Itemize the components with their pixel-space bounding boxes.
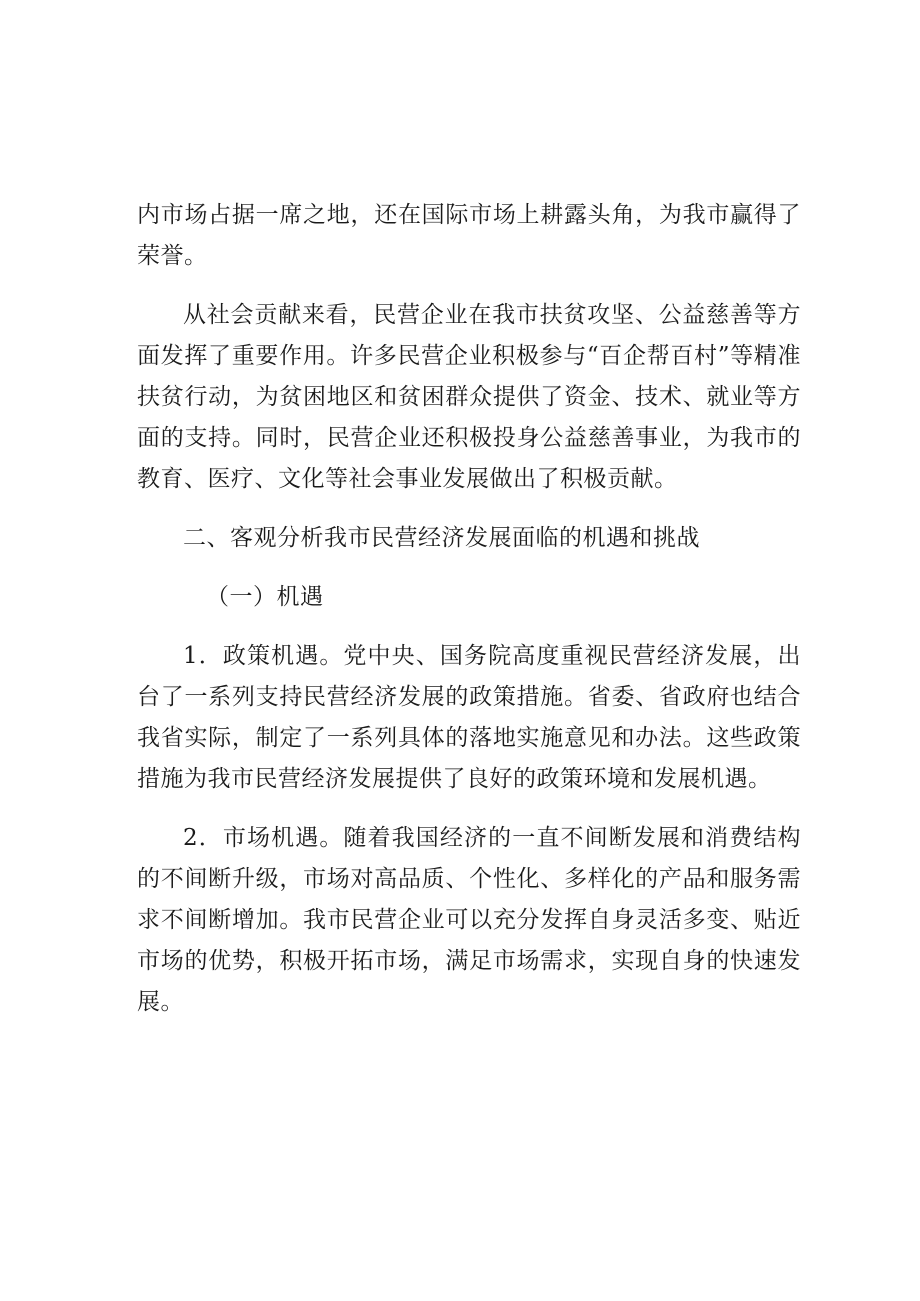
section-heading-2: 二、客观分析我市民营经济发展面临的机遇和挑战 <box>183 525 700 551</box>
document-body <box>137 195 801 1041</box>
subsection-heading-opportunities: （一）机遇 <box>206 584 324 610</box>
paragraph-social-contribution: 从社会贡献来看，民营企业在我市扶贫攻坚、公益慈善等方面发挥了重要作用。许多民营企业积极参与“百企帮百村”等精准扶贫行动，为贫困地区和贫困群众提供了资金、技术、就业等方面的支持。同时，民营企业还积极投身公益慈善事业，为我市的教育、医疗、文化等社会事业发展做出了积极贡献。 <box>137 302 801 492</box>
paragraph-continuation: 内市场占据一席之地，还在国际市场上耕露头角，为我市赢得了荣誉。 <box>137 202 801 269</box>
paragraph-market-opportunity: 2．市场机遇。随着我国经济的一直不间断发展和消费结构的不间断升级，市场对高品质、个性化、多样化的产品和服务需求不间断增加。我市民营企业可以充分发挥自身灵活多变、贴近市场的优势，积极开拓市场，满足市场需求，实现自身的快速发展。 <box>137 825 801 1015</box>
paragraph-policy-opportunity: 1．政策机遇。党中央、国务院高度重视民营经济发展，出台了一系列支持民营经济发展的政策措施。省委、省政府也结合我省实际，制定了一系列具体的落地实施意见和办法。这些政策措施为我市民营经济发展提供了良好的政策环境和发展机遇。 <box>137 643 801 792</box>
